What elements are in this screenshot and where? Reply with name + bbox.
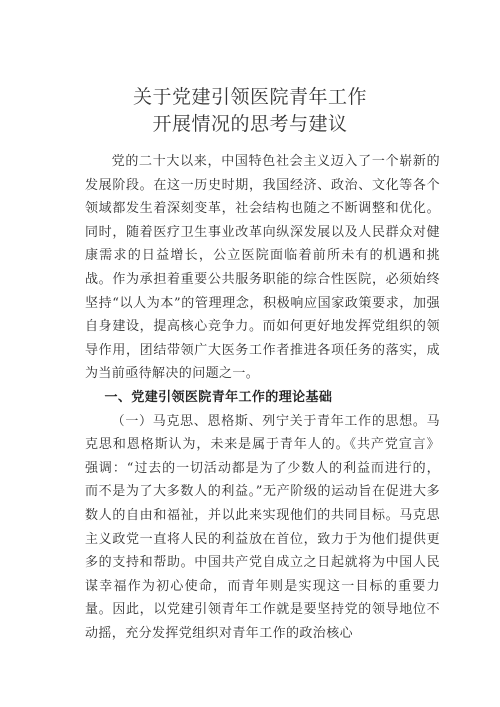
document-title-line-1: 关于党建引领医院青年工作 xyxy=(132,86,367,108)
section-1-heading: 一、党建引领医院青年工作的理论基础 xyxy=(104,389,333,405)
document-title-line-2: 开展情况的思考与建议 xyxy=(152,113,348,135)
document-body xyxy=(85,150,440,645)
section-1-paragraph-1: （一）马克思、恩格斯、列宁关于青年工作的思想。马克思和恩格斯认为，未来是属于青年人的。《共产党宣言》强调：“过去的一切活动都是为了少数人的利益而进行的，而不是为了大多数人的利益。”无产阶级的运动旨在促进大多数人的自由和福祉，并以此来实现他们的共同目标。马克思主义政党一直将人民的利益放在首位，致力于为他们提供更多的支持和帮助。中国共产党自成立之日起就将为中国人民谋幸福作为初心使命，而青年则是实现这一目标的重要力量。因此，以党建引领青年工作就是要坚持党的领导地位不动摇，充分发挥党组织对青年工作的政治核心 xyxy=(85,413,440,641)
intro-paragraph: 党的二十大以来，中国特色社会主义迈入了一个崭新的发展阶段。在这一历史时期，我国经济、政治、文化等各个领域都发生着深刻变革，社会结构也随之不断调整和优化。同时，随着医疗卫生事业改革向纵深发展以及人民群众对健康需求的日益增长，公立医院面临着前所未有的机遇和挑战。作为承担着重要公共服务职能的综合性医院，必须始终坚持“以人为本”的管理理念，积极响应国家政策要求，加强自身建设，提高核心竞争力。而如何更好地发挥党组织的领导作用，团结带领广大医务工作者推进各项任务的落实，成为当前亟待解决的问题之一。 xyxy=(85,154,440,382)
